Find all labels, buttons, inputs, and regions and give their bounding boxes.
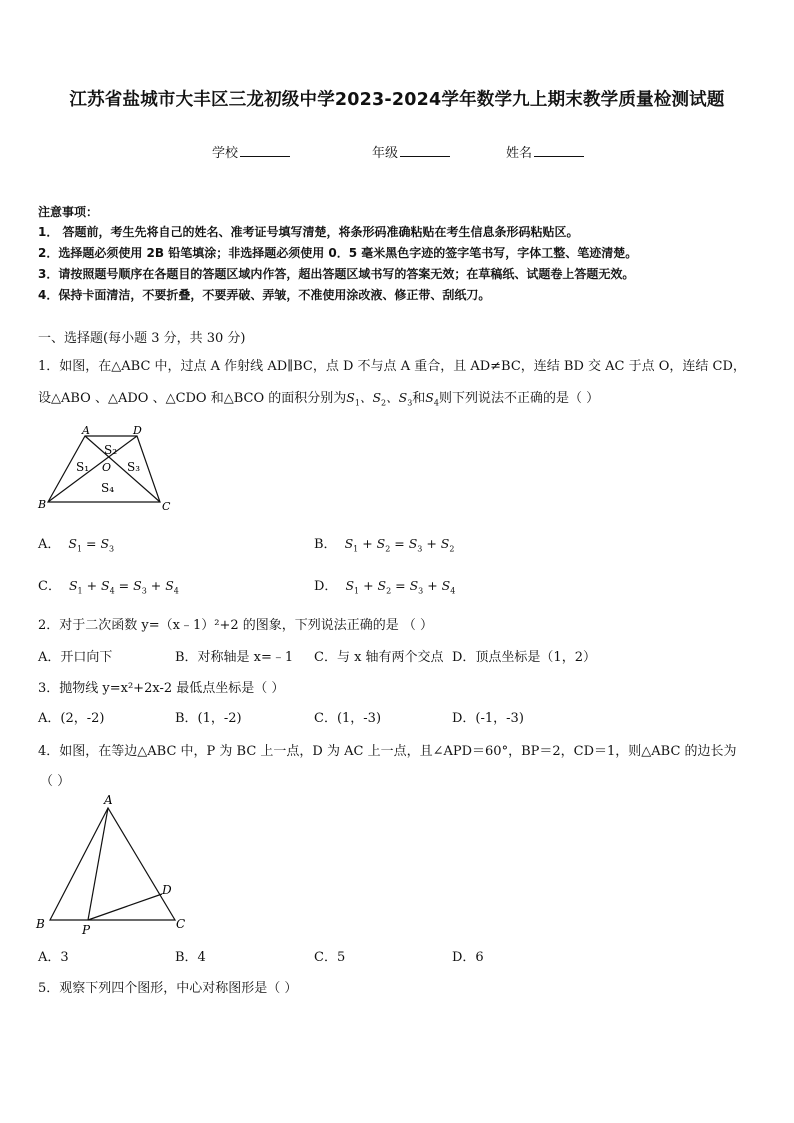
q3-option-a: A．(2，-2) (38, 711, 105, 726)
q4-stem-line2: （ ） (40, 774, 71, 789)
grade-field (372, 142, 450, 161)
option-letter: B． (314, 537, 337, 552)
option-formula: $S_1 + S_4 = S_3 + S_4$ (68, 578, 179, 596)
label-d: D (162, 883, 172, 897)
q1-stem-line1: 1．如图，在△ABC 中，过点 A 作射线 AD∥BC，点 D 不与点 A 重合，且 AD≠BC，连结 BD 交 AC 于点 O，连结 CD， (38, 359, 746, 374)
q2-option-b: B．对称轴是 x=﹣1 (175, 650, 294, 665)
q4-option-d: D．6 (452, 950, 484, 965)
q5-stem: 5．观察下列四个图形，中心对称图形是（ ） (38, 981, 298, 996)
section-heading: 一、选择题(每小题 3 分，共 30 分) (38, 331, 246, 346)
name-field (506, 142, 584, 161)
label-p: P (82, 923, 91, 937)
option-formula: $S_1 + S_2 = S_3 + S_4$ (345, 578, 456, 596)
label-s2: S₂ (104, 443, 118, 457)
label-b: B (36, 917, 45, 931)
q1-stem-prefix: 设△ABO 、△ADO 、△CDO 和△BCO 的面积分别为 (38, 391, 347, 406)
page-title: 江苏省盐城市大丰区三龙初级中学2023-2024学年数学九上期末教学质量检测试题 (69, 90, 725, 110)
q1-stem-suffix: 则下列说法不正确的是（ ） (438, 391, 600, 406)
q4-option-a: A．3 (38, 950, 69, 965)
q1-stem-line2 (38, 387, 599, 408)
q4-stem-line1: 4．如图，在等边△ABC 中，P 为 BC 上一点，D 为 AC 上一点，且∠APD＝60°，BP＝2，CD＝1，则△ABC 的边长为 (38, 744, 737, 759)
q1-option-d (314, 575, 455, 596)
q2-option-c: C．与 x 轴有两个交点 (314, 650, 444, 665)
option-letter: A． (38, 537, 61, 552)
note-item: 1． 答题前，考生先将自己的姓名、准考证号填写清楚，将条形码准确粘贴在考生信息条形码粘贴区。 (38, 225, 579, 239)
segment-ap (88, 808, 108, 920)
label-a: A (104, 794, 113, 807)
q1-trapezoid-figure (30, 424, 180, 516)
name-blank (534, 144, 584, 157)
diagonal-bd (48, 436, 137, 502)
q1-option-a (38, 533, 114, 554)
q3-option-c: C．(1，-3) (314, 711, 382, 726)
q1-area-s4: $S_4$ (425, 390, 439, 408)
school-field (212, 142, 290, 161)
label-s1: S₁ (76, 460, 90, 474)
triangle-abc (50, 808, 175, 920)
q4-triangle-figure (30, 794, 195, 939)
q4-option-b: B．4 (175, 950, 206, 965)
note-item: 2．选择题必须使用 2B 铅笔填涂；非选择题必须使用 0．5 毫米黑色字迹的签字笔书写，字体工整、笔迹清楚。 (38, 246, 638, 260)
q3-option-d: D．(-1，-3) (452, 711, 524, 726)
q2-option-a: A．开口向下 (38, 650, 113, 665)
label-o: O (102, 461, 112, 474)
segment-pd (88, 894, 162, 920)
grade-blank (400, 144, 450, 157)
q4-option-c: C．5 (314, 950, 346, 965)
q3-stem: 3．抛物线 y=x²+2x-2 最低点坐标是（ ） (38, 681, 285, 696)
label-s3: S₃ (127, 460, 141, 474)
label-a: A (82, 424, 90, 437)
q2-stem: 2．对于二次函数 y=（x﹣1）²+2 的图象，下列说法正确的是 （ ） (38, 618, 434, 633)
label-s4: S₄ (101, 481, 115, 495)
option-formula: $S_1 = S_3$ (68, 536, 115, 554)
school-blank (240, 144, 290, 157)
option-letter: D． (314, 579, 338, 594)
q1-option-c (38, 575, 179, 596)
q2-option-d: D．顶点坐标是（1，2） (452, 650, 596, 665)
note-item: 4．保持卡面清洁，不要折叠，不要弄破、弄皱，不准使用涂改液、修正带、刮纸刀。 (38, 288, 491, 302)
name-label: 姓名 (506, 146, 533, 161)
label-c: C (176, 917, 186, 931)
q1-option-b (314, 533, 454, 554)
option-letter: C． (38, 579, 61, 594)
notes-heading: 注意事项： (38, 205, 99, 219)
label-d: D (133, 424, 142, 437)
school-label: 学校 (212, 146, 239, 161)
grade-label: 年级 (372, 146, 399, 161)
label-c: C (162, 500, 171, 513)
q1-and: 和 (412, 391, 426, 406)
q3-option-b: B．(1，-2) (175, 711, 242, 726)
option-formula: $S_1 + S_2 = S_3 + S_2$ (344, 536, 455, 554)
q1-area-symbols: $S_1$、$S_2$、$S_3$ (346, 390, 413, 408)
note-item: 3．请按照题号顺序在各题目的答题区域内作答，超出答题区域书写的答案无效；在草稿纸、试题卷上答题无效。 (38, 267, 635, 281)
label-b: B (38, 498, 47, 511)
